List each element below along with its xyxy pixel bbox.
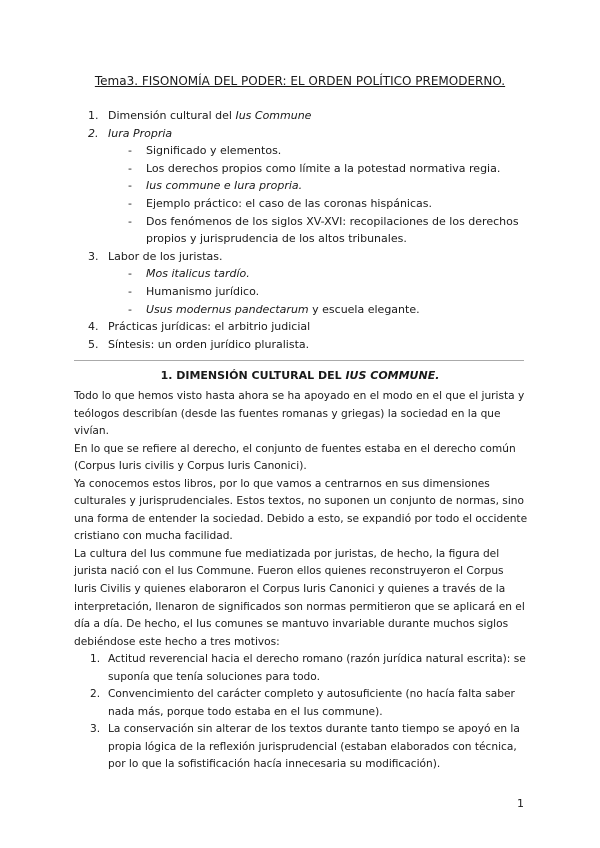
document-title: Tema3. FISONOMÍA DEL PODER: EL ORDEN POLÍTICO PREMODERNO. [94, 74, 506, 88]
toc-subitem: - Los derechos propios como límite a la potestad normativa regia. [128, 161, 501, 175]
toc-number: 5. [88, 337, 99, 351]
section-heading: 1. DIMENSIÓN CULTURAL DEL IUS COMMUNE. [160, 369, 440, 382]
list-item: 3. La conservación sin alterar de los textos durante tanto tiempo se apoyó en la propia lógica de la reflexión jurisprudencial (estaban elaborados con técnica, por lo que la sofistificación hacía innecesaria su modificación). [90, 723, 520, 771]
toc-text: Prácticas jurídicas: el arbitrio judicial [108, 320, 311, 334]
toc-subitem: - Ius commune e Iura propria. [128, 179, 303, 193]
horizontal-divider [74, 360, 524, 361]
toc-subitem: - Ejemplo práctico: el caso de las coronas hispánicas. [128, 196, 432, 210]
toc-item-5 [88, 336, 558, 354]
toc-italic-text: Ius Commune [235, 109, 312, 122]
list-item: 2. Convencimiento del carácter completo y autosuficiente (no hacía falta saber nada más, porque todo estaba en el Ius commune). [90, 688, 515, 718]
toc-subitem: - Significado y elementos. [128, 144, 282, 158]
toc-number: 2. [88, 126, 99, 140]
toc-subitem: - Dos fenómenos de los siglos XV-XVI: recopilaciones de los derechos propios y jurisprudencia de los altos tribunales. [128, 214, 519, 246]
toc-number: 1. [88, 109, 99, 122]
paragraph: Ya conocemos estos libros, por lo que vamos a centrarnos en sus dimensiones culturales y jurisprudenciales. Estos textos, no suponen un conjunto de normas, sino una forma de entender la sociedad. Debido a esto, se expandió por todo el occidente cristiano con mucha facilidad. [74, 477, 528, 543]
toc-text: Síntesis: un orden jurídico pluralista. [108, 337, 310, 351]
toc-subitem: - Humanismo jurídico. [128, 284, 260, 298]
toc-italic-text: Iura Propria [108, 126, 173, 140]
toc-item-3 [88, 248, 558, 266]
toc-subitem: - Mos italicus tardío. [128, 267, 250, 281]
paragraph: En lo que se refiere al derecho, el conjunto de fuentes estaba en el derecho común (Corpus Iuris civilis y Corpus Iuris Canonici). [74, 442, 516, 473]
toc-item-4 [88, 318, 558, 336]
paragraph: Todo lo que hemos visto hasta ahora se ha apoyado en el modo en el que el jurista y teólogos describían (desde las fuentes romanas y griegas) la sociedad en la que vivían. [74, 390, 525, 438]
toc-item-2 [88, 125, 558, 143]
toc-item-1 [88, 107, 558, 125]
list-item: 1. Actitud reverencial hacia el derecho romano (razón jurídica natural escrita): se suponía que tenía soluciones para todo. [90, 653, 526, 683]
table-of-contents [88, 107, 558, 353]
toc-text: Dimensión cultural del [108, 109, 236, 122]
page-number: 1 [517, 797, 524, 810]
toc-number: 3. [88, 249, 99, 263]
paragraph: La cultura del Ius commune fue mediatizada por juristas, de hecho, la figura del jurista nació con el Ius Commune. Fueron ellos quienes reconstruyeron el Corpus Iuris Civilis y quienes elaboraron el Corpus Iuris Canonici y quienes a través de la interpretación, llenaron de significados son normas permitieron que se aplicará en el día a día. De hecho, el Ius comunes se mantuvo invariable durante muchos siglos debiéndose este hecho a tres motivos: [74, 547, 525, 648]
section-body [74, 388, 529, 774]
toc-text: Labor de los juristas. [108, 249, 223, 263]
toc-number: 4. [88, 320, 99, 334]
toc-subitem: - Usus modernus pandectarum y escuela elegante. [128, 302, 420, 316]
motivos-list [74, 651, 529, 774]
